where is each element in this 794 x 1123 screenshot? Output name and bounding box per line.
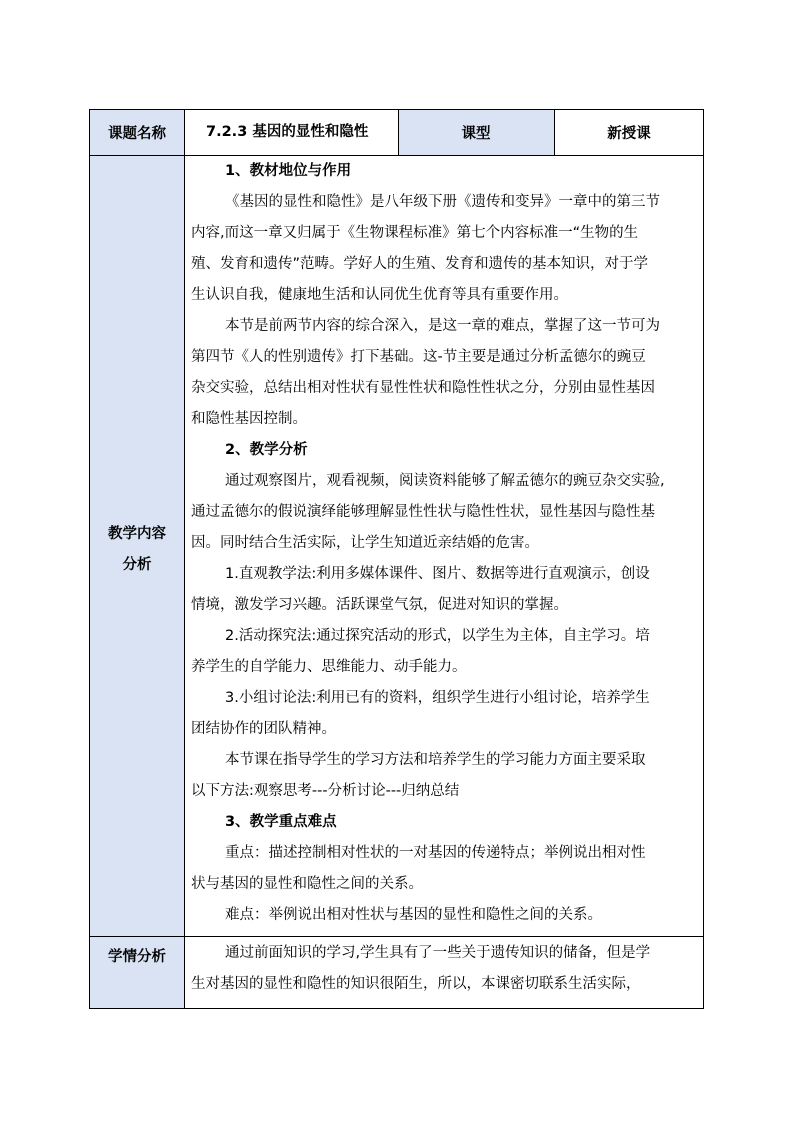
content-line: 内容,而这一章又归属于《生物课程标准》第七个内容标准一“生物的生 xyxy=(191,225,639,241)
content-line: 2、教学分析 xyxy=(225,442,308,458)
content-line: 状与基因的显性和隐性之间的关系。 xyxy=(191,876,423,892)
content-analysis-text xyxy=(191,156,697,931)
content-line: 养学生的自学能力、思维能力、动手能力。 xyxy=(191,659,467,675)
content-label-line2: 分析 xyxy=(122,557,152,573)
content-line: 杂交实验，总结出相对性状有显性性状和隐性性状之分，分别由显性基因 xyxy=(191,380,655,396)
content-line: 本节是前两节内容的综合深入，是这一章的难点，掌握了这一节可为 xyxy=(225,318,660,334)
student-analysis-text xyxy=(191,938,697,1000)
content-line: 本节课在指导学生的学习方法和培养学生的学习能力方面主要采取 xyxy=(225,752,646,768)
table-top-border xyxy=(89,109,704,110)
type-value: 新授课 xyxy=(607,126,651,142)
student-line: 通过前面知识的学习,学生具有了一些关于遗传知识的储备，但是学 xyxy=(225,945,651,961)
table-right-border xyxy=(703,109,704,1009)
content-line: 第四节《人的性别遗传》打下基础。这-节主要是通过分析孟德尔的豌豆 xyxy=(191,349,646,365)
content-line: 难点：举例说出相对性状与基因的显性和隐性之间的关系。 xyxy=(225,907,602,923)
content-bottom-border xyxy=(89,936,704,937)
content-line: 殖、发育和遗传”范畴。学好人的生殖、发育和遗传的基本知识，对于学 xyxy=(191,256,649,272)
content-line: 生认识自我，健康地生活和认同优生优育等具有重要作用。 xyxy=(191,287,568,303)
content-line: 通过孟德尔的假说演绎能够理解显性性状与隐性性状，显性基因与隐性基 xyxy=(191,504,655,520)
content-line: 以下方法:观察思考---分析讨论---归纳总结 xyxy=(191,783,460,799)
content-label-line1: 教学内容 xyxy=(108,526,166,542)
lesson-plan-table xyxy=(89,109,704,1009)
content-line: 3.小组讨论法:利用已有的资料，组织学生进行小组讨论，培养学生 xyxy=(225,690,650,706)
content-line: 1.直观教学法:利用多媒体课件、图片、数据等进行直观演示，创设 xyxy=(225,566,650,582)
content-line: 情境，激发学习兴趣。活跃课堂气氛，促进对知识的掌握。 xyxy=(191,597,568,613)
table-bottom-border xyxy=(89,1008,704,1009)
content-line: 重点：描述控制相对性状的一对基因的传递特点；举例说出相对性 xyxy=(225,845,646,861)
content-line: 通过观察图片，观看视频，阅读资料能够了解孟德尔的豌豆杂交实验, xyxy=(225,473,665,489)
type-label: 课型 xyxy=(461,126,491,142)
title-label: 课题名称 xyxy=(108,126,166,142)
content-label-cell xyxy=(89,156,185,936)
content-line: 因。同时结合生活实际，让学生知道近亲结婚的危害。 xyxy=(191,535,539,551)
content-line: 团结协作的团队精神。 xyxy=(191,721,336,737)
content-line: 3、教学重点难点 xyxy=(225,814,337,830)
content-line: 《基因的显性和隐性》是八年级下册《遗传和变异》一章中的第三节 xyxy=(225,194,660,210)
student-label: 学情分析 xyxy=(108,949,166,965)
student-line: 生对基因的显性和隐性的知识很陌生，所以，本课密切联系生活实际， xyxy=(191,976,641,992)
content-line: 和隐性基因控制。 xyxy=(191,411,307,427)
content-line: 1、教材地位与作用 xyxy=(225,163,352,179)
title-value: 7.2.3 基因的显性和隐性 xyxy=(206,124,369,140)
content-line: 2.活动探究法:通过探究活动的形式，以学生为主体，自主学习。培 xyxy=(225,628,650,644)
